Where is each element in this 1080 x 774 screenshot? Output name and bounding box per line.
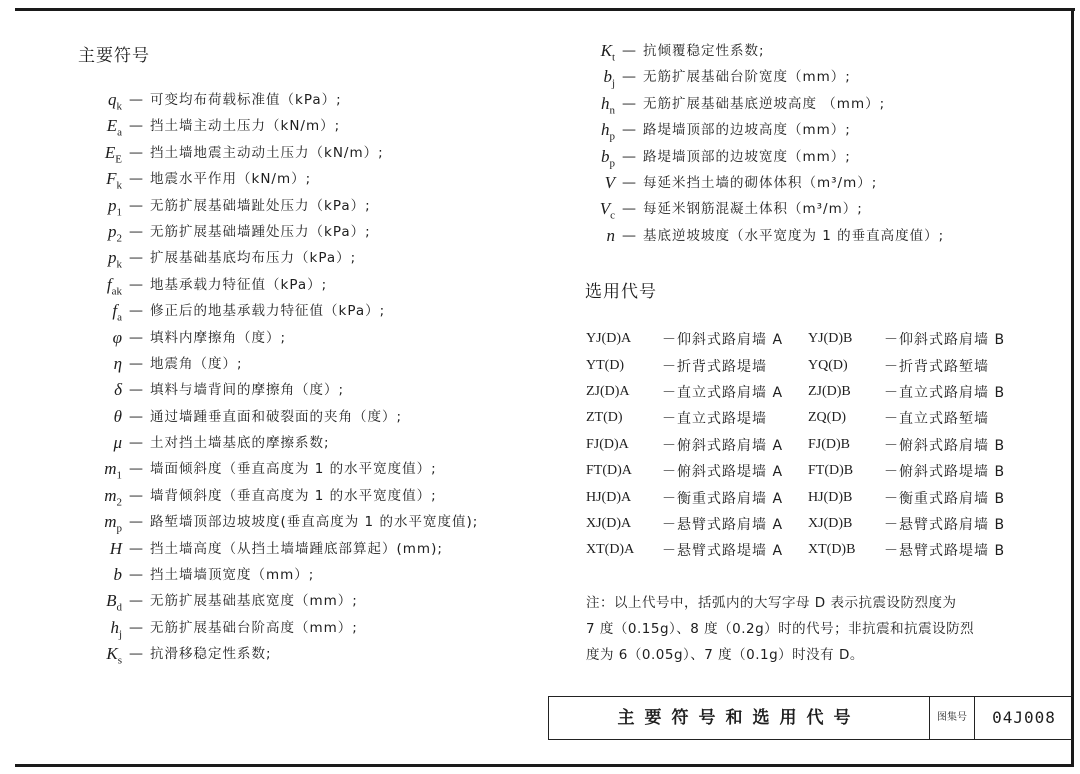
code-b-description: －悬臂式路肩墙 B (884, 516, 1006, 533)
symbol-row (70, 483, 478, 509)
symbol-row (570, 196, 944, 222)
symbol-description: 抗倾覆稳定性系数; (643, 43, 765, 59)
symbol-glyph (70, 219, 122, 245)
dash-separator: — (622, 43, 636, 59)
symbol-description: 挡土墙地震主动动土压力（kN/m）; (150, 144, 384, 161)
title-block-atlas-label: 图集号 (930, 697, 975, 739)
dash-separator: — (129, 540, 143, 557)
code-a-description: －直立式路堤墙 (662, 411, 767, 428)
symbol-base: φ (112, 327, 122, 347)
note-line: 7 度（0.15g）、8 度（0.2g）时的代号；非抗震和抗震设防烈 (586, 621, 975, 637)
symbol-description: 填料内摩擦角（度）; (150, 329, 287, 346)
symbol-glyph (70, 377, 122, 403)
symbol-glyph (570, 170, 615, 196)
code-b: FT(D)B (808, 463, 854, 479)
symbol-subscript: a (117, 126, 122, 139)
symbol-subscript: p (116, 522, 122, 535)
symbol-row (70, 456, 478, 482)
symbol-description: 路堤墙顶部的边坡高度（mm）; (643, 122, 851, 139)
dash-separator: — (129, 118, 143, 135)
dash-separator: — (129, 408, 143, 425)
symbol-base: θ (113, 406, 122, 426)
symbol-subscript: 2 (116, 496, 122, 509)
symbol-base: H (109, 538, 122, 558)
symbol-row (70, 166, 478, 192)
symbol-glyph (70, 456, 122, 482)
symbol-description: 地震角（度）; (150, 355, 243, 372)
symbol-glyph (70, 351, 122, 377)
dash-separator: — (129, 197, 143, 214)
code-b: ZQ(D) (808, 410, 847, 426)
symbol-glyph (70, 483, 122, 509)
code-b: YJ(D)B (808, 331, 853, 347)
code-a: XJ(D)A (586, 515, 632, 531)
dash-separator: — (129, 593, 143, 610)
symbol-description: 每延米钢筋混凝土体积（m³/m）; (643, 201, 863, 218)
symbol-subscript: c (610, 209, 615, 222)
dash-separator: — (129, 646, 143, 663)
symbol-row (570, 117, 944, 143)
symbol-base: h (601, 93, 610, 113)
symbol-row (70, 298, 478, 324)
dash-separator: — (129, 619, 143, 636)
dash-separator: — (622, 174, 636, 191)
page-frame-bottom-border (15, 764, 1074, 767)
title-block-title: 主要符号和选用代号 (549, 697, 930, 739)
symbol-base: K (600, 41, 612, 60)
dash-separator: — (129, 144, 143, 161)
code-b-description: －衡重式路肩墙 B (884, 490, 1006, 507)
symbol-description: 填料与墙背间的摩擦角（度）; (150, 382, 345, 399)
code-a: YT(D) (586, 357, 625, 373)
symbol-subscript: j (118, 628, 122, 641)
symbol-row (70, 615, 478, 641)
symbol-description: 路堤墙顶部的边坡宽度（mm）; (643, 148, 851, 165)
code-row (586, 379, 1005, 405)
symbol-glyph (70, 641, 122, 667)
symbol-row (70, 562, 478, 588)
symbol-subscript: p (609, 130, 615, 143)
dash-separator: — (129, 514, 143, 531)
symbol-row (570, 170, 944, 196)
symbol-subscript: 2 (116, 232, 122, 245)
dash-separator: — (622, 148, 636, 165)
code-row (586, 352, 1005, 378)
symbol-row (70, 219, 478, 245)
symbol-row (70, 87, 478, 113)
symbol-base: m (104, 459, 117, 479)
symbol-description: 扩展基础基底均布压力（kPa）; (150, 250, 357, 267)
symbol-description: 墙面倾斜度（垂直高度为 1 的水平宽度值）; (150, 461, 437, 478)
symbol-subscript: k (116, 179, 122, 192)
code-b: YQ(D) (808, 357, 848, 373)
symbol-description: 每延米挡土墙的砌体体积（m³/m）; (643, 174, 878, 191)
code-b-description: －俯斜式路肩墙 B (884, 437, 1006, 454)
symbol-description: 无筋扩展基础基底宽度（mm）; (150, 593, 358, 610)
code-b-description: －直立式路肩墙 B (884, 384, 1006, 401)
symbol-glyph (70, 562, 122, 588)
dash-separator: — (129, 487, 143, 504)
code-row (586, 405, 1005, 431)
dash-separator: — (129, 355, 143, 372)
symbol-base: h (601, 120, 610, 140)
title-block-atlas-number: 04J008 (992, 708, 1056, 727)
symbol-glyph (570, 117, 615, 143)
code-a-description: －悬臂式路堤墙 A (662, 543, 784, 560)
symbol-row (570, 223, 944, 249)
symbol-row (70, 351, 478, 377)
symbol-base: b (603, 67, 612, 87)
page-frame-right-border (1071, 8, 1074, 767)
code-row (586, 511, 1005, 537)
symbol-base: m (104, 512, 117, 532)
symbol-glyph (570, 91, 615, 117)
symbol-glyph (70, 113, 122, 139)
code-b: XT(D)B (808, 542, 856, 558)
symbol-row (70, 325, 478, 351)
symbol-description: 土对挡土墙基底的摩擦系数; (150, 435, 330, 452)
symbol-subscript: E (115, 153, 122, 166)
symbol-description: 地基承载力特征值（kPa）; (150, 276, 328, 293)
symbol-subscript: ak (111, 285, 122, 298)
note-paragraph (586, 590, 1016, 668)
code-row (586, 326, 1005, 352)
symbol-row (70, 588, 478, 614)
dash-separator: — (622, 201, 636, 218)
symbol-base: n (606, 225, 615, 245)
symbol-base: p (108, 248, 117, 268)
symbol-row (570, 38, 944, 64)
symbol-subscript: 1 (116, 469, 122, 482)
symbol-subscript: d (116, 601, 122, 614)
symbol-row (70, 113, 478, 139)
code-a: YJ(D)A (586, 331, 632, 347)
symbol-glyph (70, 536, 122, 562)
symbol-glyph (70, 298, 122, 324)
symbol-description: 可变均布荷载标准值（kPa）; (150, 92, 342, 108)
symbol-glyph (70, 87, 122, 113)
symbol-subscript: s (117, 654, 122, 667)
symbol-base: V (604, 172, 615, 192)
code-a-description: －折背式路堤墙 (662, 358, 767, 375)
code-b-description: －直立式路堑墙 (884, 411, 989, 428)
code-b: HJ(D)B (808, 489, 853, 505)
symbol-row (70, 245, 478, 271)
dash-separator: — (129, 171, 143, 188)
dash-separator: — (129, 329, 143, 346)
dash-separator: — (129, 382, 143, 399)
symbol-row (70, 272, 478, 298)
symbol-description: 无筋扩展基础墙踵处压力（kPa）; (150, 223, 371, 240)
heading-selected-codes: 选用代号 (585, 282, 657, 302)
code-a: XT(D)A (586, 542, 635, 558)
dash-separator: — (622, 95, 636, 112)
symbol-base: F (106, 169, 117, 189)
symbol-glyph (70, 588, 122, 614)
symbol-base: E (104, 142, 116, 162)
code-row (586, 432, 1005, 458)
symbol-glyph (70, 430, 122, 456)
symbol-base: b (601, 146, 610, 166)
symbol-glyph (70, 272, 122, 298)
symbol-description: 修正后的地基承载力特征值（kPa）; (150, 303, 386, 320)
symbol-glyph (70, 325, 122, 351)
code-a: FT(D)A (586, 463, 632, 479)
symbol-glyph (70, 193, 122, 219)
symbol-base: h (110, 617, 119, 637)
symbol-description: 无筋扩展基础基底逆坡高度 （mm）; (643, 95, 886, 112)
code-a-description: －直立式路肩墙 A (662, 384, 784, 401)
symbol-description: 通过墙踵垂直面和破裂面的夹角（度）; (150, 408, 403, 425)
symbol-base: b (113, 565, 122, 585)
symbol-subscript: j (611, 77, 615, 90)
symbol-subscript: a (117, 311, 122, 324)
symbol-row (70, 193, 478, 219)
dash-separator: — (129, 92, 143, 108)
symbol-row (70, 377, 478, 403)
dash-separator: — (622, 122, 636, 139)
code-b: ZJ(D)B (808, 383, 851, 399)
heading-main-symbols: 主要符号 (78, 46, 150, 66)
code-a-description: －衡重式路肩墙 A (662, 490, 784, 507)
dash-separator: — (129, 461, 143, 478)
note-line: 度为 6（0.05g）、7 度（0.1g）时没有 D。 (586, 647, 864, 663)
symbol-base: m (104, 485, 117, 505)
symbol-subscript: k (116, 258, 122, 271)
code-a-description: －悬臂式路肩墙 A (662, 516, 784, 533)
symbol-list-right (570, 38, 944, 249)
dash-separator: — (622, 69, 636, 86)
symbol-row (570, 64, 944, 90)
symbol-description: 地震水平作用（kN/m）; (150, 171, 312, 188)
code-b-description: －仰斜式路肩墙 B (884, 332, 1006, 349)
symbol-row (70, 404, 478, 430)
symbol-base: μ (113, 433, 122, 453)
symbol-base: δ (114, 380, 122, 400)
symbol-glyph (70, 166, 122, 192)
dash-separator: — (129, 567, 143, 584)
symbol-glyph (570, 38, 615, 64)
page-frame-top-border (15, 8, 1075, 11)
code-row (586, 537, 1005, 563)
code-b-description: －折背式路堑墙 (884, 358, 989, 375)
symbol-subscript: 1 (116, 205, 122, 218)
symbol-base: p (108, 195, 117, 215)
symbol-glyph (70, 245, 122, 271)
code-a: ZJ(D)A (586, 383, 630, 399)
symbol-row (70, 509, 478, 535)
code-b-description: －俯斜式路堤墙 B (884, 464, 1006, 481)
dash-separator: — (129, 250, 143, 267)
symbol-glyph (570, 223, 615, 249)
symbol-row (70, 536, 478, 562)
dash-separator: — (622, 227, 636, 244)
dash-separator: — (129, 276, 143, 293)
symbol-description: 挡土墙墙顶宽度（mm）; (150, 567, 315, 584)
symbol-row (70, 430, 478, 456)
symbol-base: B (106, 591, 117, 611)
symbol-description: 无筋扩展基础台阶高度（mm）; (150, 619, 358, 636)
code-a-description: －俯斜式路堤墙 A (662, 464, 784, 481)
symbol-row (70, 641, 478, 667)
symbol-description: 墙背倾斜度（垂直高度为 1 的水平宽度值）; (150, 487, 437, 504)
symbol-description: 无筋扩展基础墙趾处压力（kPa）; (150, 197, 371, 214)
code-a-description: －仰斜式路肩墙 A (662, 332, 784, 349)
symbol-base: K (106, 644, 118, 664)
code-a: ZT(D) (586, 410, 623, 426)
symbol-base: V (599, 199, 611, 219)
code-a: FJ(D)A (586, 436, 629, 452)
symbol-row (570, 91, 944, 117)
code-b: XJ(D)B (808, 515, 853, 531)
symbol-base: q (108, 90, 117, 109)
symbol-glyph (70, 404, 122, 430)
symbol-glyph (70, 140, 122, 166)
code-row (586, 458, 1005, 484)
symbol-description: 抗滑移稳定性系数; (150, 646, 272, 663)
symbol-subscript: p (609, 156, 615, 169)
symbol-base: E (106, 116, 118, 136)
symbol-glyph (570, 64, 615, 90)
code-a: HJ(D)A (586, 489, 632, 505)
dash-separator: — (129, 223, 143, 240)
symbol-row (570, 144, 944, 170)
symbol-row (70, 140, 478, 166)
symbol-base: f (112, 301, 118, 321)
code-table (586, 326, 1005, 564)
note-line: 注：以上代号中，括弧内的大写字母 D 表示抗震设防烈度为 (586, 595, 957, 611)
symbol-subscript: k (116, 100, 122, 113)
symbol-description: 路堑墙顶部边坡坡度(垂直高度为 1 的水平宽度值); (150, 514, 479, 531)
symbol-base: η (113, 353, 122, 373)
dash-separator: — (129, 303, 143, 320)
symbol-glyph (570, 196, 615, 222)
code-a-description: －俯斜式路肩墙 A (662, 437, 784, 454)
code-b-description: －悬臂式路堤墙 B (884, 543, 1006, 560)
symbol-glyph (70, 615, 122, 641)
symbol-subscript: n (609, 104, 615, 117)
symbol-description: 挡土墙主动土压力（kN/m）; (150, 118, 341, 135)
symbol-subscript: t (611, 51, 615, 64)
title-block (548, 696, 1073, 740)
symbol-glyph (70, 509, 122, 535)
code-row (586, 484, 1005, 510)
symbol-base: f (106, 274, 112, 294)
dash-separator: — (129, 435, 143, 452)
symbol-list-left (70, 87, 478, 668)
symbol-glyph (570, 144, 615, 170)
symbol-description: 无筋扩展基础台阶宽度（mm）; (643, 69, 851, 86)
symbol-description: 基底逆坡坡度（水平宽度为 1 的垂直高度值）; (643, 227, 945, 244)
symbol-base: p (108, 221, 117, 241)
symbol-description: 挡土墙高度（从挡土墙墙踵底部算起）(mm); (150, 540, 443, 557)
code-b: FJ(D)B (808, 436, 851, 452)
